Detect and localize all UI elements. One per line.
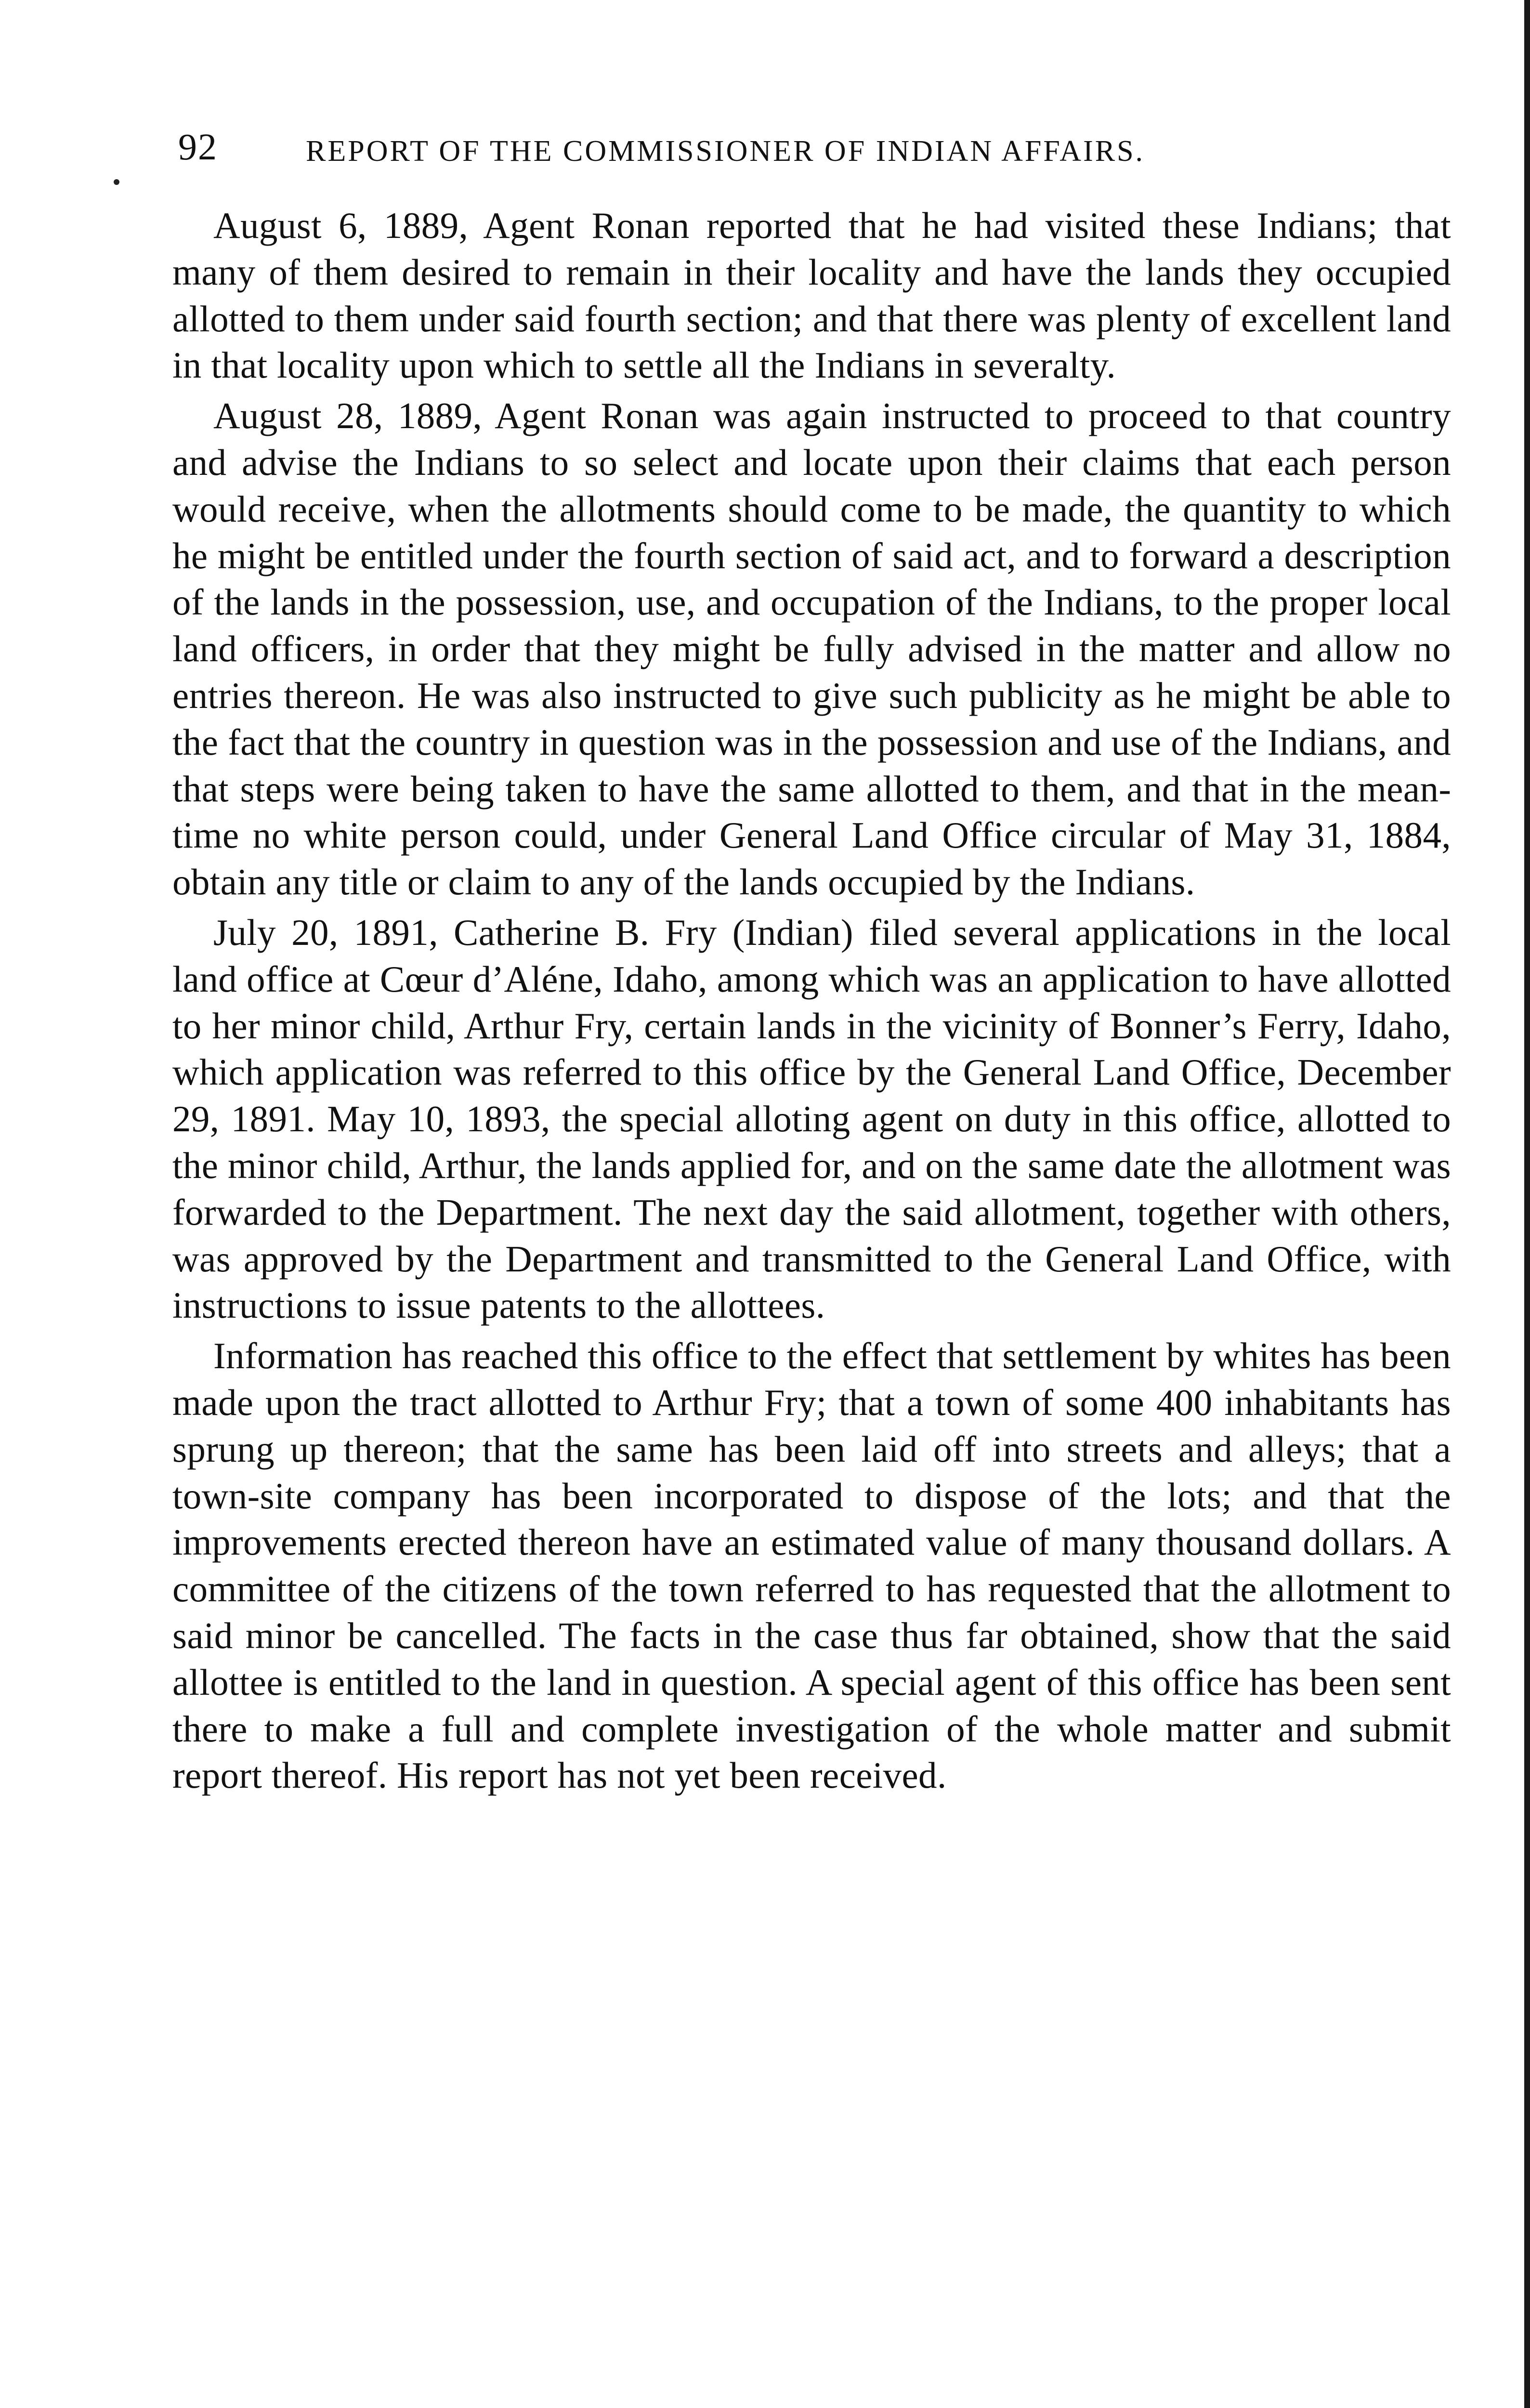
paragraph-catherine-fry-applications: July 20, 1891, Catherine B. Fry (Indian) filed several applications in the local land office at Cœur d’Aléne, Idaho, among which was an application to have allotted to her minor child, Arthur Fry, certain lands in the vicinity of Bonner’s Ferry, Idaho, which application was referred to this office by the General Land Office, December 29, 1891. May 10, 1893, the special alloting agent on duty in this office, allotted to the minor child, Arthur, the lands applied for, and on the same date the allotment was forwarded to the Department. The next day the said allotment, together with others, was approved by the Department and transmitted to the General Land Office, with instructions to issue patents to the allottees. (172, 911, 1451, 1326)
paragraph-agent-ronan-instructions: August 28, 1889, Agent Ronan was again instructed to proceed to that country and advise the Indians to so select and locate upon their claims that each person would receive, when the allotments should come to be made, the quantity to which he might be entitled under the fourth section of said act, and to forward a description of the lands in the possession, use, and occupation of the Indians, to the proper local land officers, in order that they might be fully advised in the matter and allow no entries thereon. He was also instructed to give such publicity as he might be able to the fact that the country in question was in the possession and use of the Indians, and that steps were being taken to have the same allotted to them, and that in the meantime no white person could, under General Land Office circular of May 31, 1884, obtain any title or claim to any of the lands occupied by the Indians. (172, 395, 1451, 903)
running-head: REPORT OF THE COMMISSIONER OF INDIAN AFFAIRS. (306, 135, 1145, 168)
paragraph-agent-ronan-report: August 6, 1889, Agent Ronan reported that he had visited these Indians; that many of them desired to remain in their locality and have the lands they occupied allotted to them under said fourth section; and that there was plenty of excellent land in that locality upon which to settle all the Indians in severalty. (172, 205, 1451, 386)
body-text (172, 202, 1451, 1803)
scan-border-right (1524, 0, 1530, 2408)
page-header (178, 120, 1329, 173)
scan-speck (114, 179, 119, 185)
page-number: 92 (178, 126, 218, 168)
paragraph-settlement-information: Information has reached this office to the effect that settlement by whites has been made upon the tract allotted to Arthur Fry; that a town of some 400 inhabitants has sprung up thereon; that the same has been laid off into streets and alleys; that a town-site company has been incorporated to dispose of the lots; and that the improvements erected thereon have an estimated value of many thousand dollars. A committee of the citizens of the town referred to has requested that the allotment to said minor be cancelled. The facts in the case thus far obtained, show that the said allottee is entitled to the land in question. A special agent of this office has been sent there to make a full and complete investigation of the whole matter and submit report thereof. His report has not yet been received. (172, 1335, 1451, 1796)
